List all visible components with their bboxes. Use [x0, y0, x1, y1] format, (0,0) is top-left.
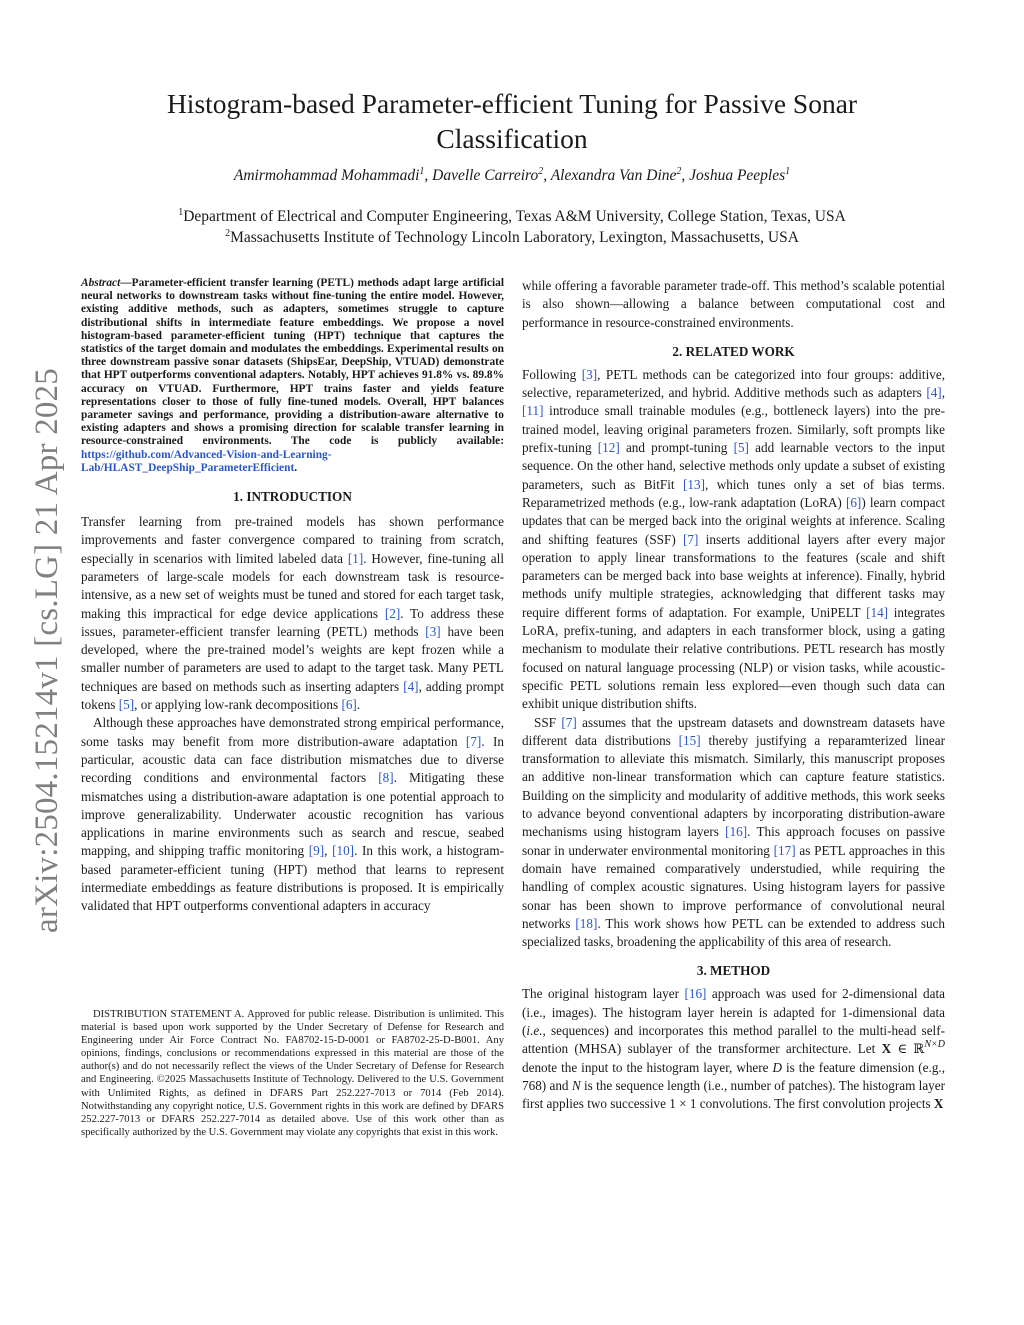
author-name: Amirmohammad Mohammadi: [233, 167, 420, 184]
citation[interactable]: [11]: [522, 403, 544, 419]
affil-number: 1: [178, 207, 184, 218]
emphasis: i.e.: [526, 1022, 543, 1038]
author-name: Alexandra Van Dine: [550, 167, 677, 184]
abstract-text: —Parameter-efficient transfer learning (PETL) methods adapt large artificial neural networks to downstream tasks without fine-tuning the entire model. However, existing additive methods, such as adapters, sometimes struggle to capture distributional shifts in intermediate feature embeddings. We propose a novel histogram-based parameter-efficient tuning (HPT) technique that captures the statistics of the target domain and modulates the embeddings. Experimental results on three downstream passive sonar datasets (ShipsEar, DeepShip, VTUAD) demonstrate that HPT outperforms conventional adapters. Notably, HPT achieves 91.8% vs. 89.8% accuracy on VTUAD. Furthermore, HPT trains faster and yields feature representations closer to those of fully fine-tuned models. Overall, HPT balances parameter savings and performance, providing a distribution-aware alternative to existing adapters and shows a promising direction for scalable transfer learning in resource-constrained environments. The code is publicly available:: [81, 277, 504, 448]
author-name: Davelle Carreiro: [432, 167, 539, 184]
citation[interactable]: [3]: [425, 623, 441, 639]
author-affil-mark: 2: [676, 166, 682, 177]
citation[interactable]: [17]: [773, 842, 796, 858]
paragraph: while offering a favorable parameter trade-off. This method’s scalable potential is also shown—allowing a balance between computational cost and performance in resource-constrained environments.: [522, 278, 945, 330]
citation[interactable]: [14]: [866, 604, 889, 620]
citation[interactable]: [4]: [403, 678, 419, 694]
citation[interactable]: [10]: [332, 843, 355, 859]
math-expression: 1 × 1: [669, 1096, 697, 1112]
citation[interactable]: [13]: [683, 476, 705, 492]
citation[interactable]: [7]: [465, 733, 482, 749]
right-column: [522, 277, 945, 1113]
citation[interactable]: [12]: [597, 440, 620, 456]
citation[interactable]: [7]: [561, 714, 577, 730]
citation[interactable]: [2]: [384, 605, 401, 621]
math-symbol: X: [881, 1041, 892, 1057]
affil-number: 2: [225, 228, 231, 239]
paragraph: The original histogram layer [16] approach was used for 2-dimensional data (i.e., images). The histogram layer herein is adapted for 1-dimensional data (i.e., sequences) and incorporates this method parallel to the multi-head self-attention (MHSA) sublayer of the transformer architecture. Let X ∈ ℝ$^{N\times D}$ denote the input to the histogram layer, where D is the feature dimension (e.g., 768) and N is the sequence length (i.e., number of patches). The histogram layer first applies two successive 1 × 1 convolutions. The first convolution projects X: [522, 986, 946, 1112]
affil-text: Massachusetts Institute of Technology Lincoln Laboratory, Lexington, Massachusetts, USA: [230, 229, 799, 246]
paragraph: Although these approaches have demonstrated strong empirical performance, some tasks may benefit from more distribution-aware adaptation [7]. In particular, acoustic data can face distribution mismatches due to diverse recording conditions and environmental factors [8]. Mitigating these mismatches using a distribution-aware adaptation is one potential approach to improve generalizability. Underwater acoustic recognition has various applications in marine environments such as search and rescue, seabed mapping, and shipping traffic monitoring [9], [10]. In this work, a histogram-based parameter-efficient tuning (HPT) method that learns to represent intermediate embeddings as feature distributions is proposed. It is empirically validated that HPT outperforms conventional adapters in accuracy: [81, 715, 505, 914]
citation[interactable]: [16]: [684, 986, 707, 1002]
math-symbol: X: [933, 1096, 944, 1112]
citation[interactable]: [5]: [118, 697, 135, 713]
paper-title: Histogram-based Parameter-efficient Tuning for Passive Sonar Classification: [166, 88, 858, 154]
citation[interactable]: [8]: [378, 770, 394, 786]
author-list: Amirmohammad Mohammadi$^1$, Davelle Carreiro$^2$, Alexandra Van Dine$^2$, Joshua Peeples$^1$: [233, 166, 791, 184]
code-link[interactable]: https://github.com/Advanced-Vision-and-Learning-Lab/HLAST_DeepShip_ParameterEfficient: [81, 448, 332, 474]
citation[interactable]: [9]: [308, 843, 325, 859]
citation[interactable]: [6]: [341, 697, 357, 713]
author-name: Joshua Peeples: [689, 167, 786, 184]
paragraph: SSF [7] assumes that the upstream datasets and downstream datasets have different data distributions [15] thereby justifying a reparamterized linear transformation to alleviate this mismatch. Similarly, this manuscript proposes an additive non-linear transformation which can capture feature statistics. Building on the simplicity and modularity of additive methods, this work seeks to advance beyond conventional adapters by incorporating distribution-aware mechanisms using histogram layers [16]. This approach focuses on passive sonar in underwater environmental monitoring [17] as PETL approaches in this domain have remained comparatively understudied, while requiring the handling of complex acoustic signatures. Using histogram layers for passive sonar has been shown to improve performance of convolutional neural networks [18]. This work shows how PETL can be extended to address such specialized tasks, broadening the applicability of this area of research.: [522, 714, 946, 950]
paragraph: Following [3], PETL methods can be categorized into four groups: additive, selective, reparameterized, and hybrid. Additive methods such as adapters [4], [11] introduce small trainable modules (e.g., bottleneck layers) into the pre-trained model, leaving original parameters frozen. Similarly, soft prompts like prefix-tuning [12] and prompt-tuning [5] add learnable vectors to the input sequence. On the other hand, selective methods only update a subset of existing parameters, such as BitFit [13], which tunes only a set of bias terms. Reparametrized methods (e.g., low-rank adaptation (LoRA) [6]) learn compact updates that can be merged back into the original weights at inference. Scaling and shifting features (SSF) [7] inserts additional layers after every major operation to apply linear transformations to the features (scale and shift parameters can be merged back into base weights at inference). Finally, hybrid methods unify multiple strategies, acknowledging that different tasks may require different forms of adaptation. For example, UniPELT [14] integrates LoRA, prefix-tuning, and adapters in each transformer block, using a gating mechanism to modulate their relative contributions. PETL research has mostly focused on natural language processing (NLP) or vision tasks, while acoustic-specific PETL solutions remain less explored—even though such data can exhibit unique distribution shifts.: [522, 366, 946, 712]
math-symbol: N: [571, 1077, 581, 1093]
citation[interactable]: [1]: [347, 550, 364, 566]
citation[interactable]: [16]: [725, 824, 748, 840]
abstract-label: Abstract: [81, 277, 121, 289]
author-affil-mark: 2: [538, 166, 544, 177]
distribution-footnote: [81, 1008, 504, 1139]
intro-section: [81, 513, 504, 916]
citation[interactable]: [4]: [926, 385, 942, 401]
arxiv-id: arXiv:2504.15214v1 [cs.LG] 21 Apr 2025: [28, 367, 65, 933]
section-heading: 1. INTRODUCTION: [233, 489, 352, 505]
citation[interactable]: [3]: [581, 366, 598, 382]
citation[interactable]: [5]: [733, 440, 749, 456]
citation[interactable]: [6]: [845, 494, 862, 510]
abstract: [81, 277, 504, 475]
footnote-text: DISTRIBUTION STATEMENT A. Approved for public release. Distribution is unlimited. This material is based upon work supported by the Under Secretary of Defense for Research and Engineering under Air Force Contract No. FA8702-15-D-0001 or FA8702-25-D-B001. Any opinions, findings, conclusions or recommendations expressed in this material are those of the author(s) and do not necessarily reflect the views of the Under Secretary of Defense for Research and Engineering. ©2025 Massachusetts Institute of Technology. Delivered to the U.S. Government with Unlimited Rights, as defined in DFARS Part 252.227-7013 or 7014 (Feb 2014). Notwithstanding any copyright notice, U.S. Government rights in this work are defined by DFARS 252.227-7013 or DFARS 252.227-7014 as detailed above. Use of this work other than as specifically authorized by the U.S. Government may violate any copyrights that exist in this work.: [81, 1009, 504, 1138]
citation[interactable]: [7]: [683, 531, 699, 547]
abstract-end: .: [294, 461, 298, 474]
affil-text: Department of Electrical and Computer Engineering, Texas A&M University, College Station, Texas, USA: [183, 208, 846, 225]
left-column: [81, 277, 504, 916]
citation[interactable]: [18]: [575, 915, 598, 931]
arxiv-stamp: [22, 355, 72, 945]
paragraph: Transfer learning from pre-trained models has shown performance improvements and faster convergence compared to training from scratch, especially in scenarios with limited labeled data [1]. However, fine-tuning all parameters of large-scale models for each downstream task is resource-intensive, as a new set of weights must be tuned and stored for each target task, making this impractical for edge device applications [2]. To address these issues, parameter-efficient transfer learning (PETL) methods [3] have been developed, where the pre-trained model’s weights are kept frozen while a smaller number of parameters are used to adapt to the target task. Many PETL techniques are based on methods such as inserting adapters [4], adding prompt tokens [5], or applying low-rank decompositions [6].: [81, 514, 505, 713]
author-affil-mark: 1: [419, 166, 425, 177]
math-superscript: N×D: [924, 1039, 945, 1051]
affiliation: [100, 229, 924, 247]
citation[interactable]: [15]: [678, 732, 701, 748]
author-affil-mark: 1: [785, 166, 791, 177]
section-heading: 3. METHOD: [696, 963, 771, 979]
math-symbol: D: [772, 1059, 783, 1075]
section-heading: 2. RELATED WORK: [672, 343, 795, 359]
affiliation: [100, 208, 924, 226]
